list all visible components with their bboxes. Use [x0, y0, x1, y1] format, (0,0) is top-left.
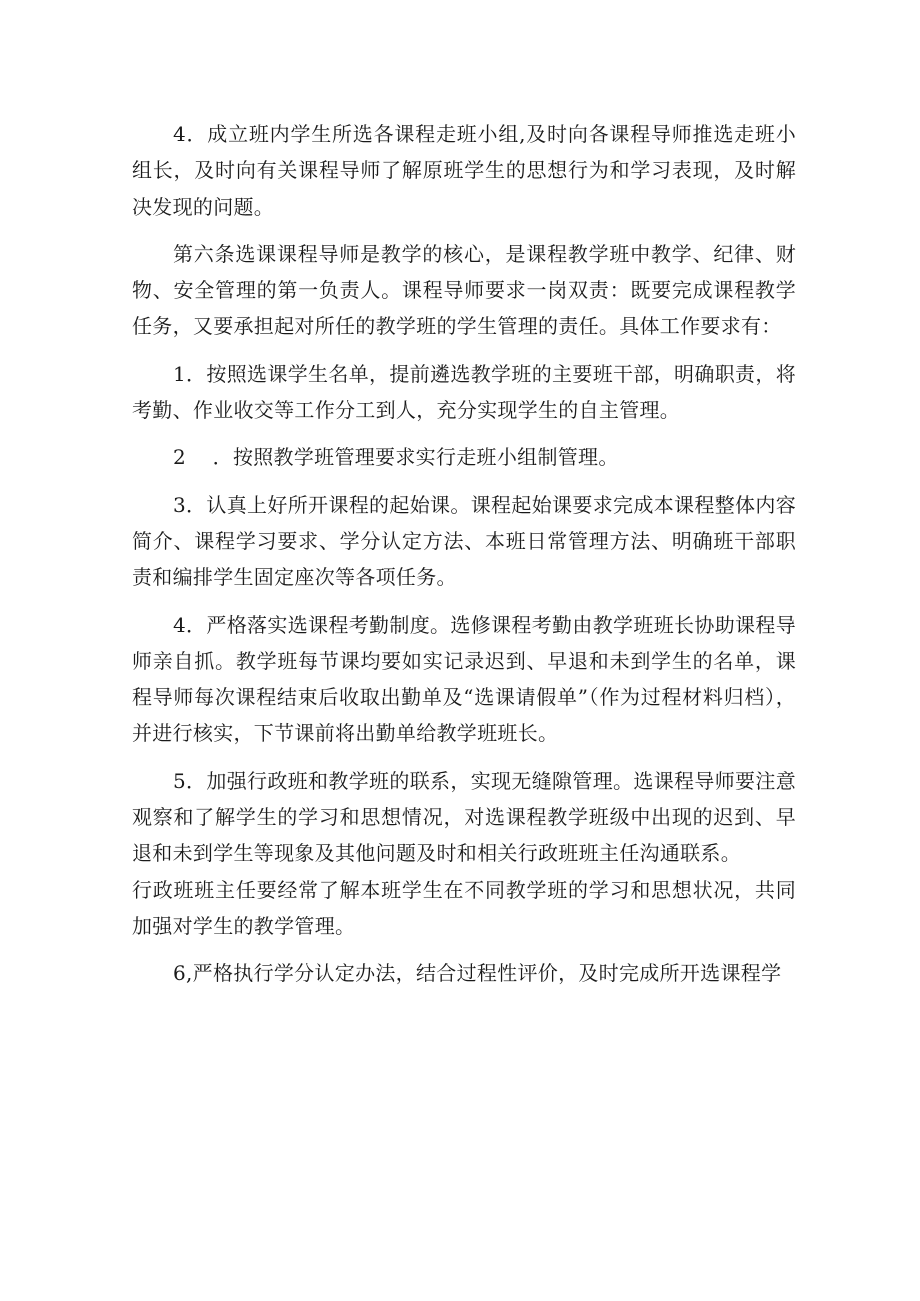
paragraph-article-six: 第六条选课课程导师是教学的核心，是课程教学班中教学、纪律、财物、安全管理的第一负责人。课程导师要求一岗双责：既要完成课程教学任务，又要承担起对所任的教学班的学生管理的责任。具体工作要求有：	[132, 241, 796, 339]
paragraph-item-2: 2 ．按照教学班管理要求实行走班小组制管理。	[173, 445, 619, 470]
paragraph-item-1: 1．按照选课学生名单，提前遴选教学班的主要班干部，明确职责，将考勤、作业收交等工作分工到人，充分实现学生的自主管理。	[132, 361, 796, 423]
paragraph-head-teacher: 行政班班主任要经常了解本班学生在不同教学班的学习和思想状况，共同加强对学生的教学管理。	[132, 877, 796, 938]
paragraph-item-5: 5．加强行政班和教学班的联系，实现无缝隙管理。选课程导师要注意观察和了解学生的学习和思想情况，对选课程教学班级中出现的迟到、早退和未到学生等现象及其他问题及时和相关行政班班主任沟通联系。	[132, 768, 796, 866]
document-body	[132, 116, 796, 992]
paragraph-item-3: 3．认真上好所开课程的起始课。课程起始课要求完成本课程整体内容简介、课程学习要求、学分认定方法、本班日常管理方法、明确班干部职责和编排学生固定座次等各项任务。	[132, 492, 796, 590]
paragraph-item-4: 4．严格落实选课程考勤制度。选修课程考勤由教学班班长协助课程导师亲自抓。教学班每节课均要如实记录迟到、早退和未到学生的名单，课程导师每次课程结束后收取出勤单及“选课请假单”（作为过程材料归档），并进行核实，下节课前将出勤单给教学班班长。	[132, 612, 796, 746]
paragraph-item-6: 6,严格执行学分认定办法，结合过程性评价，及时完成所开选课程学	[173, 961, 782, 986]
paragraph-class-group-leader: 4．成立班内学生所选各课程走班小组,及时向各课程导师推选走班小组长，及时向有关课程导师了解原班学生的思想行为和学习表现，及时解决发现的问题。	[132, 122, 796, 219]
